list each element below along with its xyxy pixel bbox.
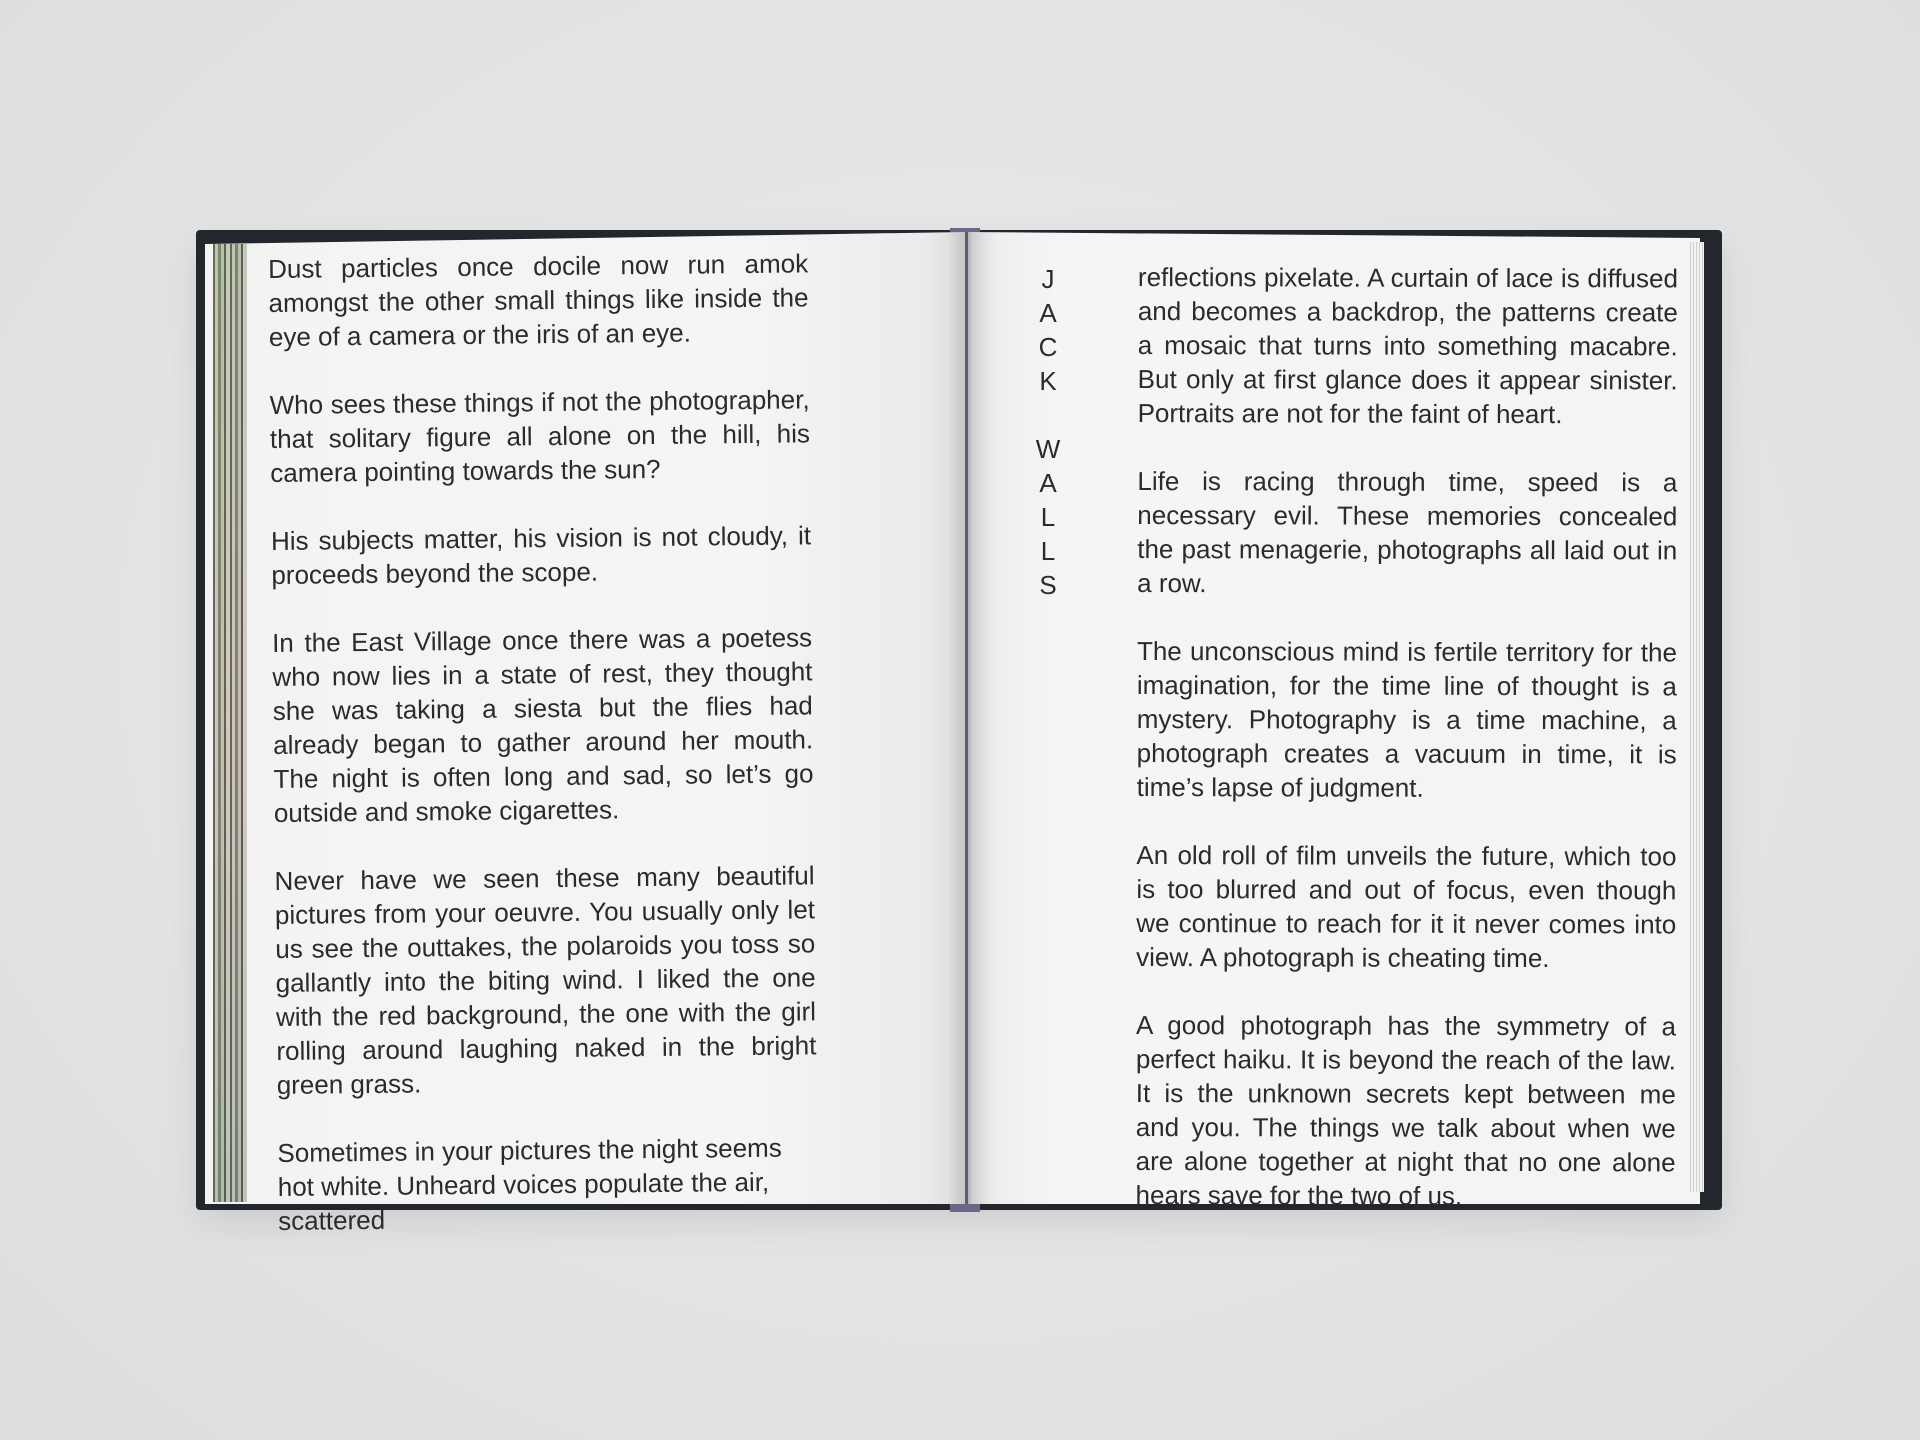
title-gap bbox=[1030, 398, 1066, 432]
right-paragraph: A good photograph has the symmetry of a perfect haiku. It is beyond the reach of the law. It is the unknown secrets kept between me and you. The things we talk about when we are alone together at night that no one alone hears save for the two of us. bbox=[1135, 1009, 1677, 1211]
left-paragraph: His subjects matter, his vision is not cloudy, it proceeds beyond the scope. bbox=[270, 520, 812, 590]
right-paragraph: reflections pixelate. A curtain of lace is diffused and becomes a backdrop, the patterns create a mosaic that turns into something macabre. But only at first glance does it appear sinister. Portraits are not for the faint of heart. bbox=[1137, 262, 1678, 430]
title-letter: S bbox=[1039, 570, 1057, 600]
title-letter: A bbox=[1039, 468, 1057, 498]
book-gutter bbox=[948, 232, 988, 1204]
title-letter: L bbox=[1040, 536, 1056, 566]
right-page-text bbox=[1135, 260, 1678, 1247]
title-letter: K bbox=[1039, 366, 1057, 396]
title-letter: W bbox=[1035, 434, 1061, 464]
title-letter: C bbox=[1038, 332, 1058, 362]
right-paragraph: Life is racing through time, speed is a necessary evil. These memories concealed the past menagerie, photographs all laid out in a row. bbox=[1137, 465, 1678, 599]
right-page-edges bbox=[1690, 242, 1704, 1192]
title-letter: A bbox=[1039, 298, 1057, 328]
right-paragraph: An old roll of film unveils the future, which too is too blurred and out of focus, even though we continue to reach for it it never comes into view. A photograph is cheating time. bbox=[1136, 839, 1677, 974]
vertical-author-title bbox=[1030, 262, 1066, 602]
photo-page-edges bbox=[213, 244, 247, 1202]
left-paragraph: Never have we seen these many beautiful pictures from your oeuvre. You usually only let us see the outtakes, the polaroids you toss so gallantly into the biting wind. I liked the one with the red background, the one with the girl rolling around laughing naked in the bright green grass. bbox=[274, 860, 817, 1100]
right-paragraph: The unconscious mind is fertile territory for the imagination, for the time line of thought is a mystery. Photography is a time machine, a photograph creates a vacuum in time, it is time’s lapse of judgment. bbox=[1136, 635, 1678, 803]
title-letter: J bbox=[1041, 264, 1055, 294]
left-paragraph: Who sees these things if not the photographer, that solitary figure all alone on the hill, his camera pointing towards the sun? bbox=[269, 384, 811, 488]
left-paragraph: Dust particles once docile now run amok amongst the other small things like inside the eye of a camera or the iris of an eye. bbox=[268, 248, 809, 352]
left-page-text bbox=[268, 246, 819, 1272]
left-paragraph: In the East Village once there was a poetess who now lies in a state of rest, they thought she was taking a siesta but the flies had already began to gather around her mouth. The night is often long and sad, so let’s go outside and smoke cigarettes. bbox=[271, 622, 814, 828]
title-letter: L bbox=[1040, 502, 1056, 532]
left-paragraph: Sometimes in your pictures the night seems hot white. Unheard voices populate the air, scattered bbox=[277, 1132, 782, 1236]
